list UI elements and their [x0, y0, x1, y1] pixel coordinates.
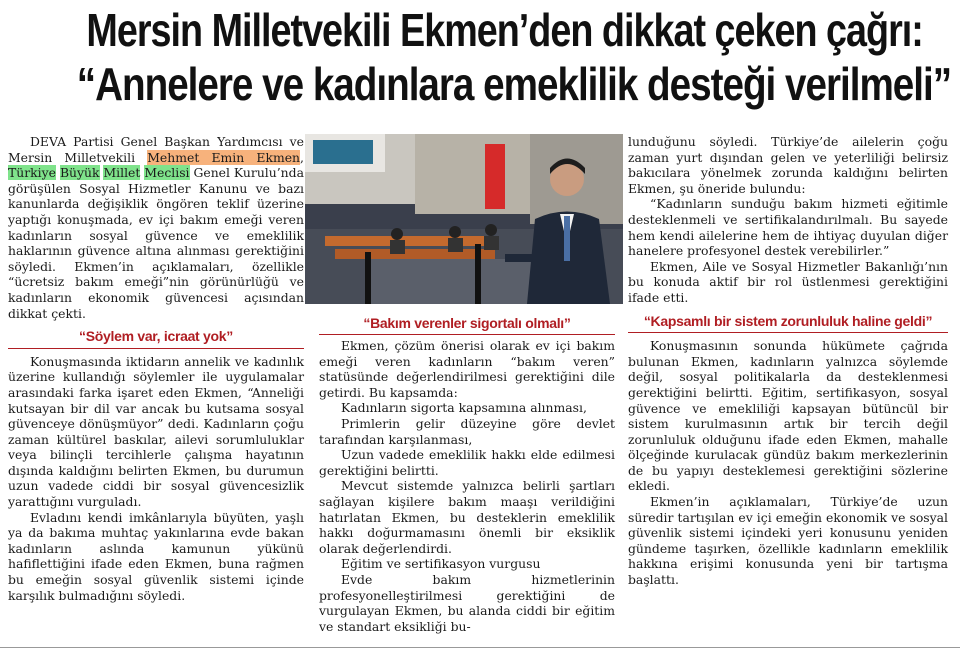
- parliament-speaker-image: [305, 134, 623, 304]
- subhead-kapsamli: “Kapsamlı bir sistem zorunluluk haline geldi”: [628, 312, 948, 334]
- paragraph: Evde bakım hizmetlerinin profesyonelleştirilmesi gerektiğini de vurgulayan Ekmen, bu alanda ciddi bir eğitim ve standart eksikliği bu-: [319, 571, 615, 634]
- paragraph: lunduğunu söyledi. Türkiye’de ailelerin çoğu zaman yurt dışından gelen ve yeterliliği belirsiz bakıcılara yönelmek zorunda kaldığını belirten Ekmen, şu öneride bulundu:: [628, 134, 948, 196]
- list-item: Uzun vadede emeklilik hakkı elde edilmesi gerektiğini belirtti.: [319, 447, 615, 478]
- paragraph: Mevcut sistemde yalnızca belirli şartları sağlayan kişilere bakım maaşı verildiğini hatırlatan Ekmen, bu desteklerin emeklilik hakkı doğurmamasını önemli bir eksiklik olarak değerlendirdi.: [319, 478, 615, 556]
- right-column: [628, 134, 948, 588]
- headline-line-2: “Annelere ve kadınlara emeklilik desteği verilmeli”: [76, 58, 952, 110]
- paragraph: Konuşmasında iktidarın annelik ve kadınlık üzerine kullandığı söylemler ile uygulamalar arasındaki farka işaret eden Ekmen, “Anneliği kutsayan bir dil var ancak bu kutsama sosyal güvenceye dönüşmüyor” dedi. Kadınların çoğu zaman kültürel baskılar, ailevi sorumluluklar veya bilinçli tercihlerle çalışma hayatının dışında kaldığını belirten Ekmen, bu durumun uzun vadede ciddi bir sosyal güvencesizlik yarattığını vurguladı.: [8, 353, 304, 510]
- article-photo: [305, 134, 623, 304]
- paragraph: Evladını kendi imkânlarıyla büyüten, yaşlı ya da bakıma muhtaç yakınlarına evde bakan kadınların aslında kamunun yükünü hafiflettiğini ifade eden Ekmen, buna rağmen bu emeğin sosyal güvenlik sistemi içinde karşılık bulmadığını söyledi.: [8, 509, 304, 603]
- quote: “Kadınların sunduğu bakım hizmeti eğitimle desteklenmeli ve sertifikalandırılmalı. Bu sayede hem kendi ailelerine hem de ihtiyaç duyulan diğer hanelere profesyonel destek verebilirler.”: [628, 196, 948, 259]
- highlight-parliament-2: Büyük: [59, 165, 100, 181]
- list-item: Kadınların sigorta kapsamına alınması,: [341, 400, 587, 416]
- paragraph: Ekmen, çözüm önerisi olarak ev içi bakım emeği veren kadınların “bakım veren” statüsünde değerlendirilmesi gerektiğini dile getirdi. Bu kapsamda:: [319, 338, 615, 400]
- list-item: Eğitim ve sertifikasyon vurgusu: [341, 556, 541, 572]
- page-bottom-rule: [0, 647, 960, 648]
- headline-line-1: Mersin Milletvekili Ekmen’den dikkat çeken çağrı:: [86, 4, 923, 56]
- paragraph: Konuşmasının sonunda hükümete çağrıda bulunan Ekmen, kadınların yalnızca söylemde değil, sosyal politikalarla da desteklenmesi gerektiğini belirtti. Eğitim, sertifikasyon, sosyal güvence ve emekliliği kapsayan bütüncül bir sistem kurulmasının artık bir tercih değil zorunluluk olduğunu ifade eden Ekmen, mahalle ölçeğinde kurulacak gündüz bakım merkezlerinin de bu yapıyı desteklemesi gerektiğini sözlerine ekledi.: [628, 338, 948, 494]
- subhead-bakim: “Bakım verenler sigortalı olmalı”: [319, 313, 615, 335]
- subhead-soylem: “Söylem var, icraat yok”: [8, 327, 304, 349]
- highlight-parliament-3: Millet: [103, 165, 141, 181]
- highlight-parliament-4: Meclisi: [144, 165, 190, 181]
- left-column: [8, 134, 304, 603]
- intro-paragraph: DEVA Partisi Genel Başkan Yardımcısı ve Mersin Milletvekili Mehmet Emin Ekmen, Türkiye Büyük Millet Meclisi Genel Kurulu’nda görüşülen Sosyal Hizmetler Kanunu ve bazı kanunlarda değişiklik öngören teklif üzerine yaptığı konuşmada, ev içi bakım emeği veren kadınların sosyal güvence ve emeklilik haklarının güvence altına alınması gerektiğini söyledi. Ekmen’in açıklamaları, özellikle “ücretsiz bakım emeği”nin görünürlüğü ve kadınların ekonomik güvencesi açısından dikkat çekti.: [8, 134, 304, 321]
- middle-column: [319, 338, 615, 634]
- highlight-name: Mehmet Emin Ekmen: [147, 149, 301, 165]
- paragraph: Ekmen, Aile ve Sosyal Hizmetler Bakanlığı’nın bu konuda aktif bir rol üstlenmesi gerektiğini ifade etti.: [628, 258, 948, 305]
- list-item: Primlerin gelir düzeyine göre devlet tarafından karşılanması,: [319, 415, 615, 447]
- highlight-parliament-1: Türkiye: [8, 165, 56, 181]
- paragraph: Ekmen’in açıklamaları, Türkiye’de uzun süredir tartışılan ev içi emeğin ekonomik ve sosyal güvenlik sistemi içindeki yeri konusunu yeniden gündeme taşırken, özellikle kadınların emeklilik hakkına erişimi konusunda yeni bir tartışma başlattı.: [628, 494, 948, 588]
- subhead-bakim-container: [319, 313, 615, 335]
